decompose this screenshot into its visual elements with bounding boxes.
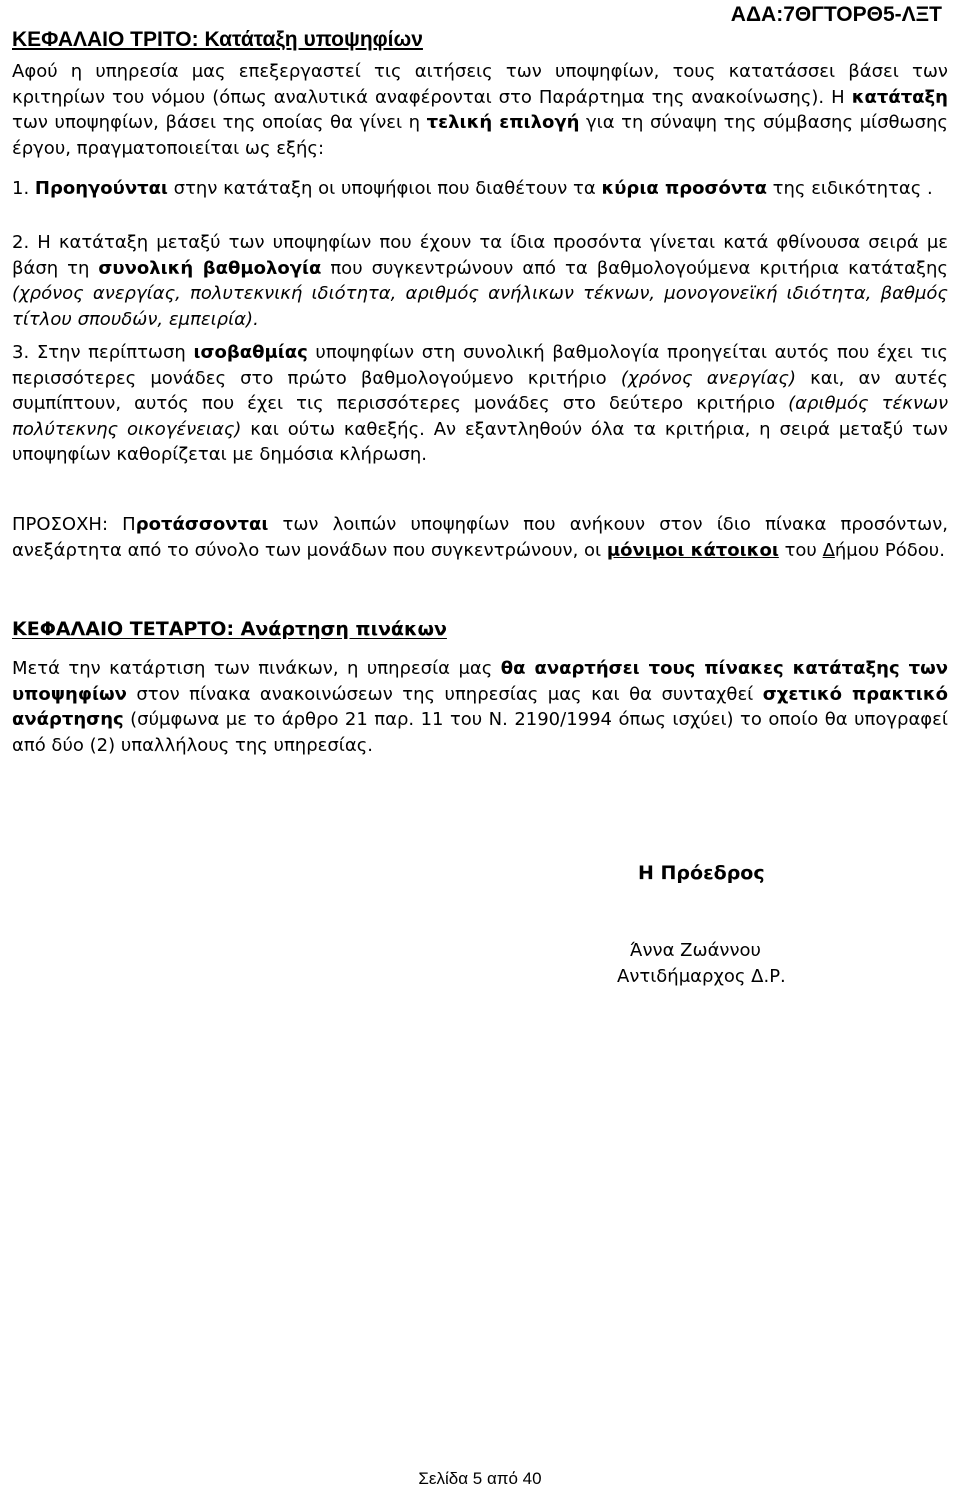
rule-2-paragraph: 2. Η κατάταξη μεταξύ των υποψηφίων που έχουν τα ίδια προσόντα γίνεται κατά φθίνουσα σειρά με βάση τη συνολική βαθμολογία που συγκεντρώνουν από τα βαθμολογούμενα κριτήρια κατάταξης (χρόνος ανεργίας, πολυτεκνική ιδιότητα, αριθμός ανήλικων τέκνων, μονογονεϊκή ιδιότητα, βαθμός τίτλου σπουδών, εμπειρία). [12, 232, 948, 330]
rule-3-paragraph: 3. Στην περίπτωση ισοβαθμίας υποψηφίων στη συνολική βαθμολογία προηγείται αυτός που έχει τις περισσότερες μονάδες στο πρώτο βαθμολογούμενο κριτήριο (χρόνος ανεργίας) και, αν αυτές συμπίπτουν, αυτός που έχει τις περισσότερες μονάδες στο δεύτερο κριτήριο (αριθμός τέκνων πολύτεκνης οικογένειας) και ούτω καθεξής. Αν εξαντληθούν όλα τα κριτήρια, η σειρά μεταξύ των υποψηφίων καθορίζεται με δημόσια κλήρωση. [12, 342, 949, 465]
intro-paragraph: Αφού η υπηρεσία μας επεξεργαστεί τις αιτήσεις των υποψηφίων, τους κατατάσσει βάσει των κριτηρίων του νόμου (όπως αναλυτικά αναφέρονται στο Παράρτημα της ανακοίνωσης). Η κατάταξη των υποψηφίων, βάσει της οποίας θα γίνει η τελική επιλογή για τη σύναψη της σύμβασης μίσθωσης έργου, πραγματοποιείται ως εξής: [12, 61, 949, 159]
chapter3-title: ΚΕΦΑΛΑΙΟ ΤΡΙΤΟ: Κατάταξη υποψηφίων [12, 28, 423, 51]
signature-title: Η Πρόεδρος [638, 862, 765, 884]
ada-code: ΑΔΑ:7ΘΓΤΟΡΘ5-ΛΞΤ [730, 3, 942, 26]
posting-paragraph: Μετά την κατάρτιση των πινάκων, η υπηρεσία μας θα αναρτήσει τους πίνακες κατάταξης των υποψηφίων στον πίνακα ανακοινώσεων της υπηρεσίας μας και θα συνταχθεί σχετικό πρακτικό ανάρτησης (σύμφωνα με το άρθρο 21 παρ. 11 του Ν. 2190/1994 όπως ισχύει) το οποίο θα υπογραφεί από δύο (2) υπαλλήλους της υπηρεσίας. [12, 658, 948, 756]
signature-name: Άννα Ζωάννου [630, 940, 761, 961]
attention-paragraph: ΠΡΟΣΟΧΗ: Προτάσσονται των λοιπών υποψηφίων που ανήκουν στον ίδιο πίνακα προσόντων, ανεξάρτητα από το σύνολο των μονάδων που συγκεντρώνουν, οι μόνιμοι κάτοικοι του Δήμου Ρόδου. [12, 514, 948, 561]
rule-1-paragraph: 1. Προηγούνται στην κατάταξη οι υποψήφιοι που διαθέτουν τα κύρια προσόντα της ειδικότητας . [12, 178, 933, 199]
page-number: Σελίδα 5 από 40 [418, 1469, 542, 1488]
signature-role: Αντιδήμαρχος Δ.Ρ. [617, 966, 786, 987]
chapter4-title: ΚΕΦΑΛΑΙΟ ΤΕΤΑΡΤΟ: Ανάρτηση πινάκων [12, 618, 447, 640]
